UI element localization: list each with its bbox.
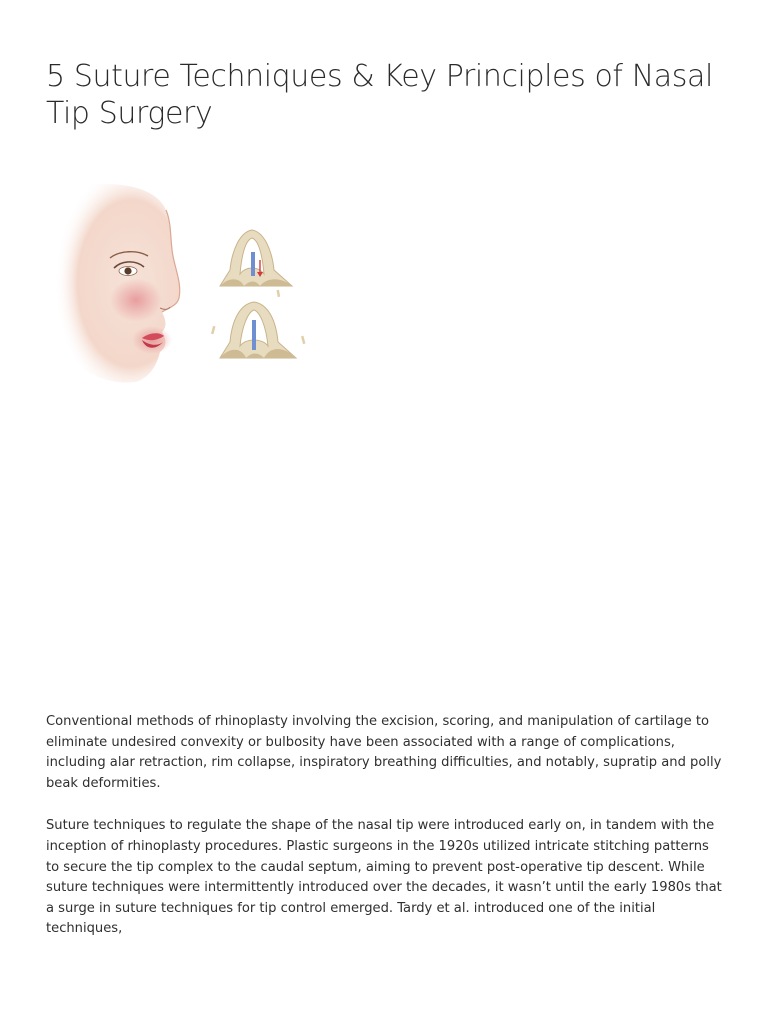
page-title: 5 Suture Techniques & Key Principles of Nasal Tip Surgery (46, 59, 713, 131)
article-paragraph: Suture techniques to regulate the shape of the nasal tip were introduced early on, in tandem with the inception of rhinoplasty procedures. Plastic surgeons in the 1920s utilized intricate stitching patterns to secure the tip complex to the caudal septum, aiming to prevent post-operative tip descent. While suture techniques were intermittently introduced over the decades, it wasn’t until the early 1980s that a surge in suture techniques for tip control emerged. Tardy et al. introduced one of the initial techniques, (46, 818, 722, 937)
face-profile-drawing (52, 184, 180, 383)
tip-cartilage-diagram-top (220, 230, 292, 297)
nasal-tip-illustration (44, 180, 334, 390)
article-body (46, 712, 726, 962)
hero-illustration (44, 180, 334, 390)
tip-cartilage-diagram-bottom (211, 302, 305, 358)
article-paragraph: Conventional methods of rhinoplasty involving the excision, scoring, and manipulation of cartilage to eliminate undesired convexity or bulbosity have been associated with a range of complications, including alar retraction, rim collapse, inspiratory breathing difficulties, and notably, supratip and polly beak deformities. (46, 714, 722, 791)
